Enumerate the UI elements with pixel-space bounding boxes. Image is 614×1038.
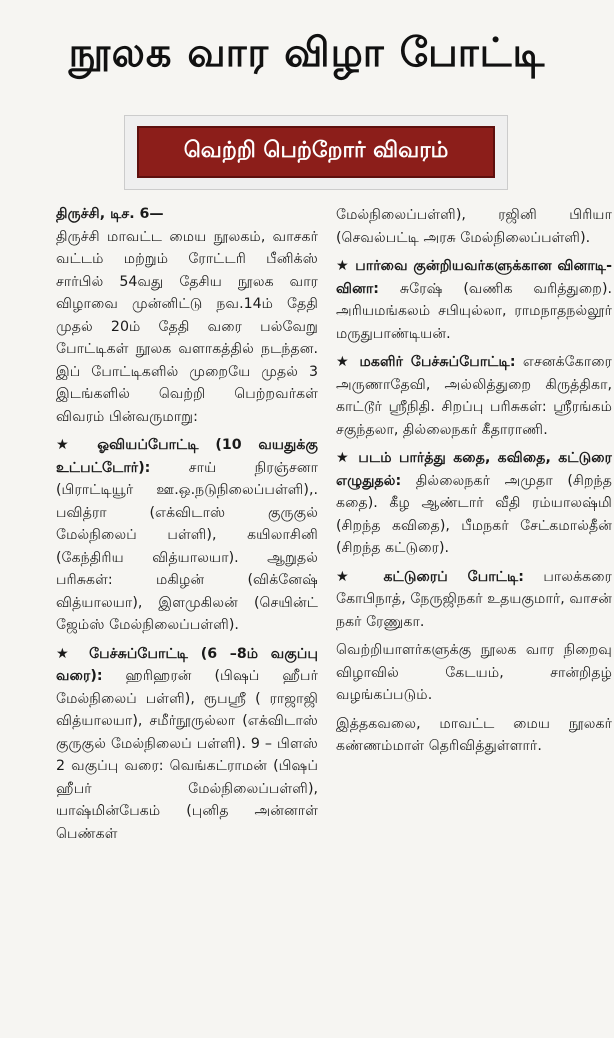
dateline: திருச்சி, டிச. 6—: [56, 206, 164, 222]
subheading-banner: வெற்றி பெற்றோர் விவரம்: [137, 126, 495, 178]
speech-winners: ஹரிஹரன் (பிஷப் ஹீபர் மேல்நிலைப் பள்ளி), ரூபஸ்ரீ ( ராஜாஜி வித்யாலயா), சமீர்நூருல்லா (எக்விடாஸ் குருகுல் மேல்நிலைப் பள்ளி). 9 – பிளஸ் 2 வகுப்பு வரை: வெங்கட்ராமன் (பிஷப் ஹீபர் மேல்நிலைப்பள்ளி), யாஷ்மின்பேகம் (புனித அன்னாள் பெண்கள்: [56, 668, 318, 842]
drawing-winners: சாய் நிரஞ்சனா (பிராட்டியூர் ஊ.ஒ.நடுநிலைப்பள்ளி),. பவித்ரா (எக்விடாஸ் குருகுல் மேல்நிலைப் பள்ளி), கயிலாசினி (கேந்திரிய வித்யாலயா). ஆறுதல் பரிசுகள்: மகிழன் (விக்னேஷ் வித்யாலயா), இளமுகிலன் (செயின்ட் ஜேம்ஸ் மேல்நிலைப்பள்ளி).: [56, 459, 318, 633]
banner-frame: [124, 115, 508, 190]
women-heading: ★ மகளிர் பேச்சுப்போட்டி:: [336, 354, 516, 370]
essay-contest: [336, 566, 612, 634]
headline: நூலக வார விழா போட்டி: [68, 30, 546, 76]
picture-winners: தில்லைநகர் அமுதா (சிறந்த கதை). கீழ ஆண்டார் வீதி ரம்யாலஷ்மி (சிறந்த கவிதை), பீமநகர் சேட்கமால்தீன் (சிறந்த கட்டுரை).: [336, 472, 612, 556]
quiz-heading: ★ பார்வை குன்றியவர்களுக்கான வினாடி-வினா:: [336, 258, 612, 297]
women-speech-contest: [336, 351, 612, 441]
women-winners: எசனக்கோரை அருணாதேவி, அல்லித்துறை கிருத்திகா, காட்டூர் ஸ்ரீநிதி. சிறப்பு பரிசுகள்: ஸ்ரீரங்கம் சகுந்தலா, தில்லைநகர் கீதாராணி.: [336, 354, 612, 438]
right-column: [336, 204, 612, 764]
speech-heading: ★ பேச்சுப்போட்டி (6 –8ம் வகுப்பு வரை):: [56, 645, 318, 684]
picture-writing-contest: [336, 447, 612, 560]
speech-contest: [56, 643, 318, 846]
drawing-heading: ★ ஓவியப்போட்டி (10 வயதுக்கு உட்பட்டோர்):: [56, 437, 318, 476]
article-intro: [56, 203, 318, 428]
drawing-contest: [56, 434, 318, 637]
continued-text: மேல்நிலைப்பள்ளி), ரஜினி பிரியா (செவல்பட்டி அரசு மேல்நிலைப்பள்ளி).: [336, 207, 612, 246]
closing-paragraph-2: இத்தகவலை, மாவட்ட மைய நூலகர் கண்ணம்மாள் தெரிவித்துள்ளார்.: [336, 715, 612, 754]
left-column: [56, 203, 318, 851]
essay-heading: ★ கட்டுரைப் போட்டி:: [336, 568, 524, 585]
quiz-contest: [336, 255, 612, 345]
closing-paragraph-1: வெற்றியாளர்களுக்கு நூலக வார நிறைவு விழாவில் கேடயம், சான்றிதழ் வழங்கப்படும்.: [336, 642, 612, 703]
essay-winners: பாலக்கரை கோபிநாத், நேருஜிநகர் உதயகுமார், வாசன் நகர் ரேணுகா.: [336, 568, 612, 630]
quiz-winners: சுரேஷ் (வணிக வரித்துறை). அரியமங்கலம் சபியுல்லா, ராமநாதநல்லூர் மருதுபாண்டியன்.: [336, 280, 612, 342]
intro-text: திருச்சி மாவட்ட மைய நூலகம், வாசகர் வட்டம் மற்றும் ரோட்டரி பீனிக்ஸ் சார்பில் 54வது தேசிய நூலக வார விழாவை முன்னிட்டு நவ.14ம் தேதி முதல் 20ம் தேதி வரை பல்வேறு போட்டிகள் நூலக வளாகத்தில் நடந்தன. இப் போட்டிகளில் முறையே முதல் 3 இடங்களில் வெற்றி பெற்றவர்கள் விவரம் பின்வருமாறு:: [56, 228, 318, 425]
picture-heading: ★ படம் பார்த்து கதை, கவிதை, கட்டுரை எழுதுதல்:: [336, 450, 612, 489]
